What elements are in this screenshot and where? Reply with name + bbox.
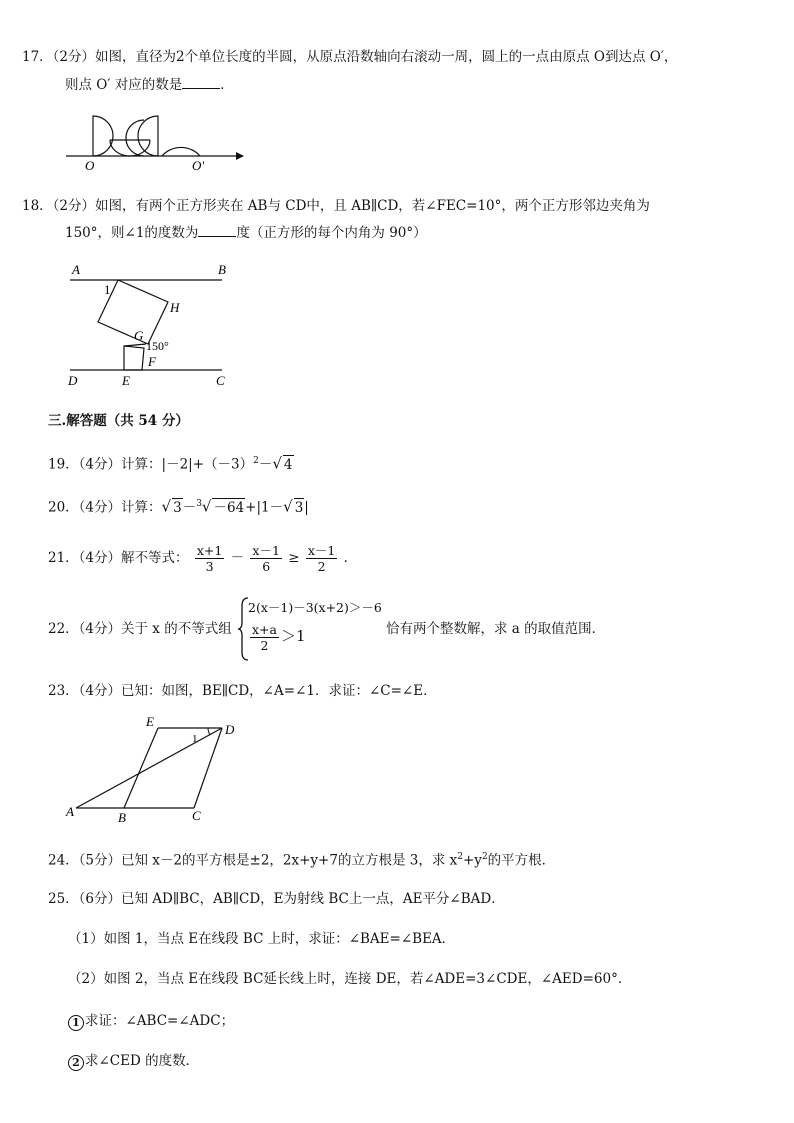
q18-label-e: E	[122, 373, 130, 388]
fraction	[250, 622, 279, 653]
q21	[48, 540, 357, 576]
denominator: 2	[260, 638, 269, 653]
section-heading: 三.解答题（共 54 分）	[48, 413, 189, 429]
circled-number: 2	[68, 1055, 84, 1071]
q22-system	[238, 596, 388, 662]
sqrt-symbol: √	[283, 497, 293, 516]
q20-radicand-3: 3	[294, 499, 304, 516]
q23-label-a: A	[66, 804, 74, 819]
operator: ≥	[288, 550, 300, 566]
q19-exponent: 2	[253, 456, 259, 466]
q20-abs-close: |	[304, 499, 309, 516]
answer-blank	[198, 224, 236, 237]
q18-label-c: C	[216, 373, 225, 388]
q24-prefix: 24．（5分）已知 x－2的平方根是±2，2x+y+7的立方根是 3，求 x	[48, 852, 458, 869]
q23-label-d: D	[225, 722, 235, 737]
numerator: x－1	[307, 543, 336, 558]
q23-figure	[62, 716, 262, 824]
q20-minus: －	[182, 499, 197, 516]
q25-sub2	[68, 1052, 199, 1071]
q22-prefix: 22．（4分）关于 x 的不等式组	[48, 621, 232, 637]
q19-prefix: 19．（4分）计算：|－2|+（－3）	[48, 456, 254, 473]
q24-suffix: 的平方根．	[487, 852, 556, 869]
q23-label-1: 1	[192, 733, 198, 745]
q24-mid: +y	[462, 852, 482, 869]
q18-label-g: G	[134, 328, 144, 343]
denominator: 2	[317, 559, 326, 574]
numerator: x+1	[196, 543, 223, 558]
q18-line2-suffix: 度（正方形的每个内角为 90°）	[236, 225, 427, 241]
q19	[48, 452, 294, 474]
q18-line1: 18．（2分）如图，有两个正方形夹在 AB与 CD中，且 AB∥CD，若∠FEC=10°，两个正方形邻边夹角为	[22, 198, 650, 214]
q17-line2	[65, 76, 234, 94]
q18-label-d: D	[68, 373, 78, 388]
q23-text: 23．（4分）已知：如图，BE∥CD，∠A=∠1．求证：∠C=∠E．	[48, 683, 437, 699]
q20-radicand-2: －64	[213, 499, 245, 516]
q19-minus: －	[258, 456, 273, 473]
fraction	[306, 543, 338, 574]
q18-line2	[65, 224, 427, 242]
q20-root-index: 3	[196, 499, 202, 509]
sqrt-symbol: √	[272, 454, 282, 473]
q18-label-b: B	[218, 262, 226, 277]
q25-part1: （1）如图 1，当点 E在线段 BC 上时，求证：∠BAE=∠BEA．	[68, 931, 456, 947]
q23-label-e: E	[146, 716, 154, 729]
operator: －	[230, 550, 245, 566]
q18-label-f: F	[148, 354, 156, 369]
q25-sub1	[68, 1012, 234, 1031]
q20-prefix: 20．（4分）计算：	[48, 499, 162, 516]
q25-line1: 25．（6分）已知 AD∥BC，AB∥CD，E为射线 BC上一点，AE平分∠BAD．	[48, 891, 505, 907]
q24-sup-1: 2	[457, 852, 463, 862]
q18-figure	[62, 258, 242, 390]
q18-line2-prefix: 150°，则∠1的度数为	[65, 225, 199, 241]
q23-label-b: B	[118, 810, 126, 824]
q25-sub2-text: 求∠CED 的度数．	[85, 1053, 200, 1069]
q24	[48, 848, 555, 870]
q19-radicand: 4	[283, 456, 293, 473]
q18-label-1: 1	[104, 282, 111, 297]
q17-line2-suffix: ．	[220, 77, 234, 93]
q22-ineq2	[248, 622, 306, 653]
q17-figure	[60, 108, 250, 176]
denominator: 3	[205, 559, 214, 574]
q22-ineq1: 2(x－1)－3(x+2)＞－6	[248, 600, 382, 615]
q21-prefix: 21．（4分）解不等式：	[48, 550, 189, 566]
numerator: x－1	[252, 543, 280, 558]
q20-abs-open: +|1－	[245, 499, 284, 516]
q20	[48, 495, 309, 517]
q17-label-o: O	[85, 158, 95, 173]
q20-radicand-1: 3	[173, 499, 182, 516]
q22-suffix: 恰有两个整数解，求 a 的取值范围．	[386, 621, 606, 637]
numerator: x+a	[252, 622, 277, 637]
sqrt-symbol: √	[161, 497, 172, 516]
q24-sup-2: 2	[481, 852, 488, 862]
fraction	[250, 543, 282, 574]
cbrt-symbol: √	[201, 497, 212, 516]
q22-ineq2-rest: ＞1	[280, 627, 306, 645]
q25-sub1-text: 求证：∠ABC=∠ADC；	[85, 1013, 235, 1029]
q18-label-angle: 150°	[146, 339, 169, 353]
q17-line2-prefix: 则点 O′ 对应的数是	[65, 77, 183, 93]
q25-part2: （2）如图 2，当点 E在线段 BC延长线上时，连接 DE，若∠ADE=3∠CDE，∠AED=60°．	[68, 971, 632, 987]
fraction	[195, 543, 224, 574]
q23-label-c: C	[192, 808, 201, 823]
q17-label-o-prime: O′	[192, 158, 205, 173]
q18-label-a: A	[72, 262, 80, 277]
q21-end: ．	[343, 550, 358, 566]
denominator: 6	[262, 559, 271, 574]
q18-label-h: H	[170, 300, 180, 315]
circled-number: 1	[68, 1015, 84, 1031]
answer-blank	[182, 76, 220, 89]
q17-line1: 17．（2分）如图，直径为2个单位长度的半圆，从原点沿数轴向右滚动一周，圆上的一点由原点 O到达点 O′，	[22, 49, 678, 65]
